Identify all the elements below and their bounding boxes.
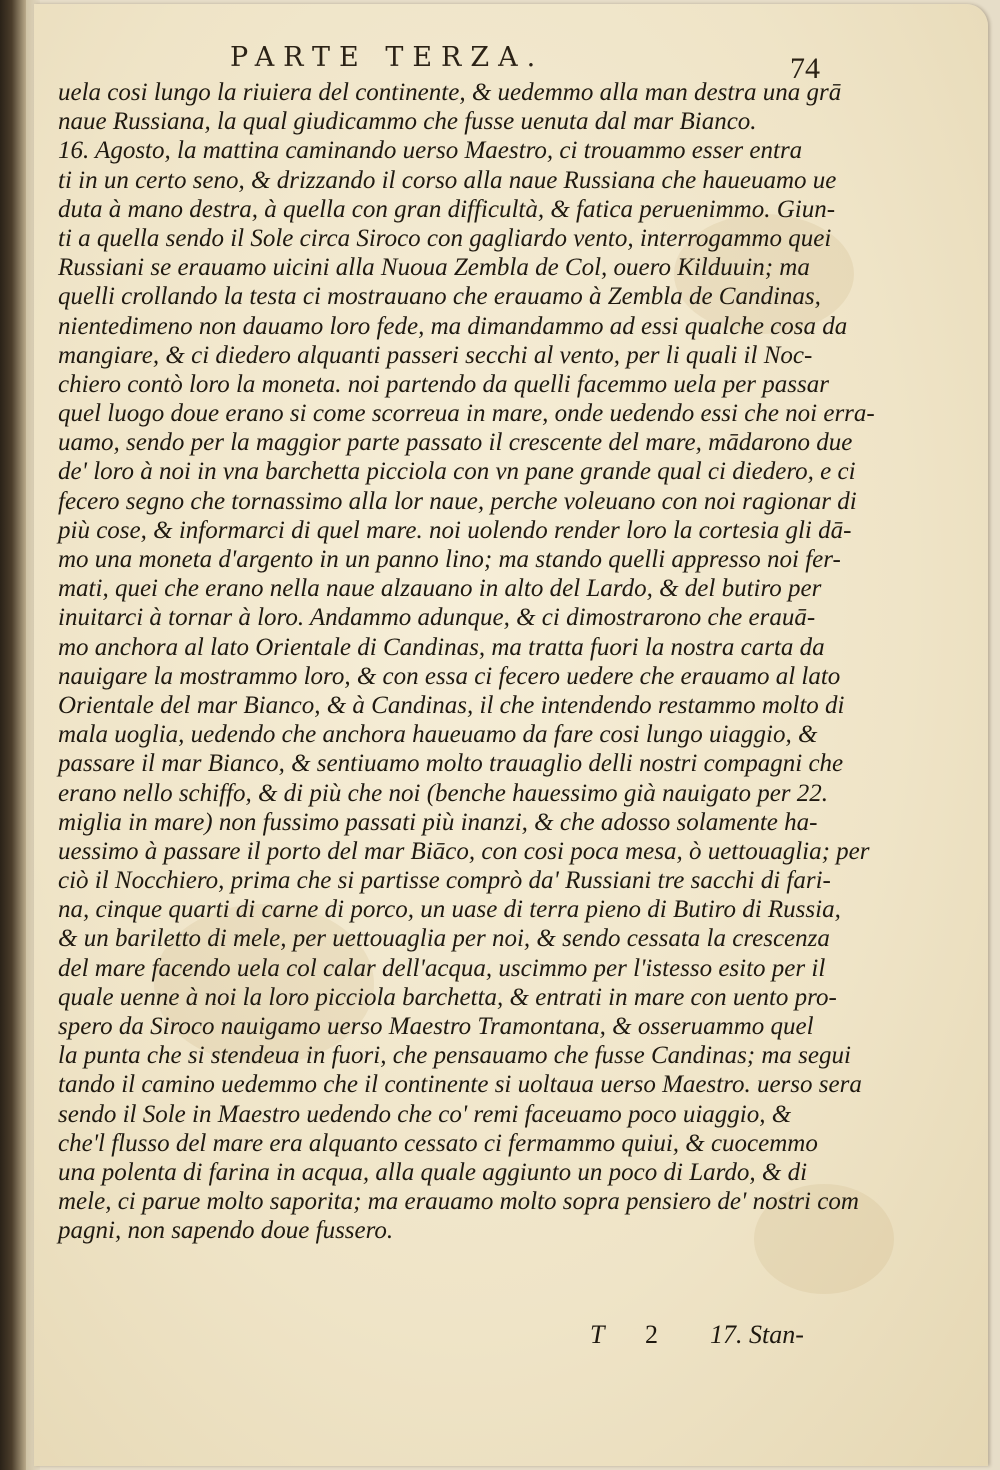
text-line: mo anchora al lato Orientale di Candinas, ma tratta fuori la nostra carta da: [58, 633, 825, 661]
catchword: 17. Stan-: [710, 1320, 804, 1349]
text-line: uamo, sendo per la maggior parte passato il crescente del mare, mādarono due: [58, 429, 853, 457]
printer-signature: T: [590, 1320, 605, 1349]
text-line: pagni, non sapendo doue fussero.: [58, 1217, 394, 1245]
text-line: na, cinque quarti di carne di porco, un uase di terra pieno di Butiro di Russia,: [58, 896, 841, 924]
text-line: quel luogo doue erano si come scorreua in mare, onde uedendo essi che noi erra-: [58, 400, 875, 428]
text-line: mangiare, & ci diedero alquanti passeri secchi al vento, per li quali il Noc-: [58, 341, 813, 369]
book-gutter-shadow: [0, 0, 26, 1470]
text-line: 16. Agosto, la mattina caminando uerso Maestro, ci trouammo esser entra: [58, 137, 803, 165]
text-line: quale uenne à noi la loro picciola barchetta, & entrati in mare con uento pro-: [58, 983, 837, 1011]
text-line: Orientale del mar Bianco, & à Candinas, il che intendendo restammo molto di: [58, 691, 845, 719]
text-line: quelli crollando la testa ci mostrauano che erauamo à Zembla de Candinas,: [58, 283, 821, 311]
text-line: tando il camino uedemmo che il continente si uoltaua uerso Maestro. uerso sera: [58, 1071, 862, 1099]
page-number: 74: [790, 52, 820, 85]
text-line: mala uoglia, uedendo che anchora haueuamo da fare cosi lungo uiaggio, &: [58, 721, 818, 749]
running-head: PARTE TERZA.: [230, 42, 545, 73]
text-line: inuitarci à tornar à loro. Andammo adunque, & ci dimostrarono che erauā-: [58, 604, 816, 632]
text-line: ti in un certo seno, & drizzando il corso alla naue Russiana che haueuamo ue: [58, 166, 837, 194]
text-line: duta à mano destra, à quella con gran difficultà, & fatica peruenimmo. Giun-: [58, 195, 836, 223]
page-footer: [60, 1320, 840, 1356]
text-line: Russiani se erauamo uicini alla Nuoua Zembla de Col, ouero Kilduuin; ma: [58, 254, 810, 282]
text-line: più cose, & informarci di quel mare. noi uolendo render loro la cortesia gli dā-: [58, 516, 852, 544]
text-line: nientedimeno non dauamo loro fede, ma dimandammo ad essi qualche cosa da: [58, 312, 848, 340]
printer-signature-number: 2: [645, 1320, 658, 1349]
text-line: naue Russiana, la qual giudicammo che fusse uenuta dal mar Bianco.: [58, 108, 757, 136]
text-line: fecero segno che tornassimo alla lor naue, perche voleuano con noi ragionar di: [58, 487, 857, 515]
text-line: mo una moneta d'argento in un panno lino; ma stando quelli appresso noi fer-: [58, 546, 841, 573]
text-line: de' loro à noi in vna barchetta picciola con vn pane grande qual ci diedero, e ci: [58, 458, 856, 486]
text-line: la punta che si stendeua in fuori, che pensauamo che fusse Candinas; ma segui: [58, 1042, 851, 1070]
text-line: & un bariletto di mele, per uettouaglia per noi, & sendo cessata la crescenza: [58, 925, 830, 953]
text-line: miglia in mare) non fussimo passati più inanzi, & che adosso solamente ha-: [58, 808, 818, 836]
text-line: passare il mar Bianco, & sentiuamo molto trauaglio delli nostri compagni che: [58, 750, 844, 778]
text-line: spero da Siroco nauigamo uerso Maestro Tramontana, & osseruammo quel: [58, 1013, 814, 1040]
text-line: una polenta di farina in acqua, alla quale aggiunto un poco di Lardo, & di: [58, 1158, 808, 1186]
text-line: sendo il Sole in Maestro uedendo che co' remi faceuamo poco uiaggio, &: [58, 1100, 792, 1128]
text-line: erano nello schiffo, & di più che noi (benche hauessimo già nauigato per 22.: [58, 779, 829, 807]
text-line: nauigare la mostrammo loro, & con essa ci fecero uedere che erauamo al lato: [58, 662, 841, 690]
body-text-block: [58, 78, 878, 1246]
text-line: ciò il Nocchiero, prima che si partisse comprò da' Russiani tre sacchi di fari-: [58, 867, 831, 895]
text-line: ti a quella sendo il Sole circa Siroco con gagliardo vento, interrogammo quei: [58, 224, 832, 252]
text-line: mele, ci parue molto saporita; ma erauamo molto sopra pensiero de' nostri com: [58, 1188, 859, 1216]
text-line: che'l flusso del mare era alquanto cessato ci fermammo quiui, & cuocemmo: [58, 1129, 818, 1157]
text-line: chiero contò loro la moneta. noi partendo da quelli facemmo uela per passar: [58, 370, 829, 398]
text-line: mati, quei che erano nella naue alzauano in alto del Lardo, & del butiro per: [58, 575, 822, 603]
text-line: uessimo à passare il porto del mar Biāco, con cosi poca mesa, ò uettouaglia; per: [58, 837, 870, 865]
text-line: uela cosi lungo la riuiera del continente, & uedemmo alla man destra una grā: [58, 79, 842, 106]
text-line: del mare facendo uela col calar dell'acqua, uscimmo per l'istesso esito per il: [58, 954, 826, 982]
